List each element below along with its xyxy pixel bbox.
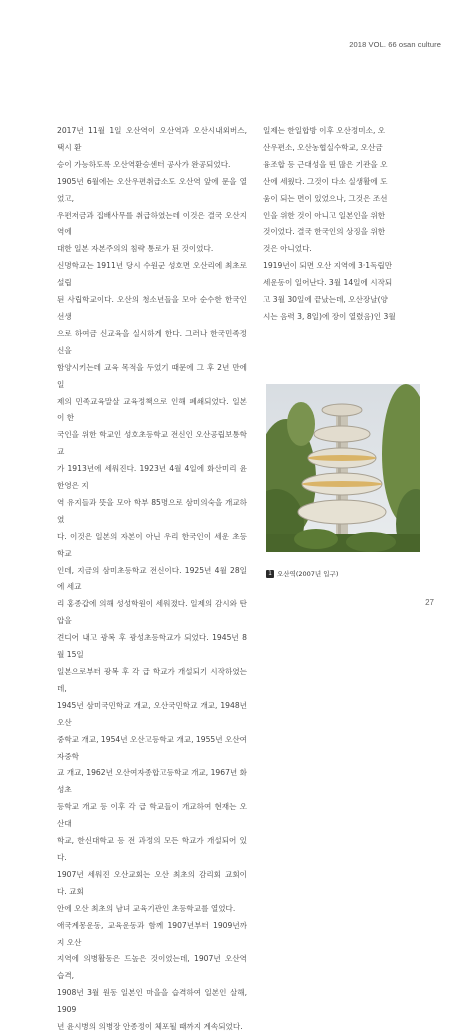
text-line: 교 개교, 1962년 오산여자종합고등학교 개교, 1967년 화성초 [57, 768, 247, 795]
text-line: 고 3월 30일에 끝났는데, 오산장날(양 [263, 295, 388, 305]
text-line: 인을 위한 것이 아니고 일본인을 위한 [263, 210, 386, 220]
caption-number-badge: 1 [266, 570, 274, 578]
left-text-column [57, 123, 247, 1036]
text-line: 융조합 등 근대성을 띤 많은 기관을 오 [263, 159, 388, 169]
caption-text: 오산역(2007년 입구) [277, 570, 339, 578]
text-line: 국인을 위한 학교인 성호초등학교 전신인 오산공립보통학교 [57, 430, 247, 457]
text-line: 안에 오산 최초의 남녀 교육기관인 초등학교를 열었다. [57, 903, 236, 913]
text-line: 대한 일본 자본주의의 침략 통로가 된 것이었다. [57, 244, 214, 254]
text-line: 리 홍종갑에 의해 성성학원이 세워졌다. 일제의 감시와 탄압을 [57, 599, 247, 626]
text-line: 움이 되는 면이 있었으나, 그것은 조선 [263, 193, 388, 203]
text-line: 산우편소, 오산농협실수학교, 오산금 [263, 142, 383, 152]
text-line: 학교, 한신대학교 등 전 과정의 모든 학교가 개설되어 있다. [57, 836, 247, 862]
text-line: 1907년 세워진 오산교회는 오산 최초의 감리회 교회이다. 교회 [57, 869, 247, 896]
text-line: 1919년이 되면 오산 지역에 3·1독립만 [263, 261, 393, 271]
text-line: 가 1913년에 세워진다. 1923년 4월 4일에 화산미리 윤한영은 지 [57, 464, 247, 491]
text-line: 일제는 한일합방 이후 오산정미소, 오 [263, 126, 386, 135]
text-line: 1905년 6월에는 오산우편취급소도 오산역 앞에 문을 열었고, [57, 176, 247, 203]
text-line: 다. 이것은 일본의 자본이 아닌 우리 한국인이 세운 초등학교 [57, 531, 247, 558]
text-line: 중학교 개교, 1954년 오산고등학교 개교, 1955년 오산여자중학 [57, 734, 247, 761]
text-line: 애국계몽운동, 교육운동과 함께 1907년부터 1909년까지 오산 [57, 920, 247, 947]
text-line: 으로 하여금 신교육을 실시하게 한다. 그러나 한국민족정신을 [57, 328, 247, 355]
text-line: 인데, 지금의 삼미초등학교 전신이다. 1925년 4월 28일에 세교 [57, 565, 247, 592]
text-line: 된 사립학교이다. 오산의 청소년들을 모아 순수한 한국인 선생 [57, 295, 247, 321]
text-line: 년 윤시병의 의병장 안종정이 체포될 때까지 계속되었다. [57, 1022, 243, 1032]
text-line: 1945년 삼미국민학교 개교, 오산국민학교 개교, 1948년 오산 [57, 700, 247, 727]
text-line: 일본으로부터 광복 후 각 급 학교가 개설되기 시작하였는데, [57, 667, 247, 693]
text-line: 제의 민족교육말살 교육정책으로 인해 폐쇄되었다. 일본이 한 [57, 396, 247, 423]
tower-illustration [266, 384, 420, 552]
text-line: 견디어 내고 광복 후 광성초등학교가 되었다. 1945년 8월 15일 [57, 633, 247, 660]
text-line: 세운동이 일어난다. 3월 14일에 시작되 [263, 278, 393, 288]
page-header: 2018 VOL. 66 osan culture [349, 40, 441, 49]
text-line: 것은 아니었다. [263, 244, 312, 254]
tower-photo [266, 384, 420, 552]
text-line: 것이었다. 결국 한국인의 상징을 위한 [263, 227, 386, 237]
text-line: 1908년 3월 원동 일본인 마을을 습격하여 일본인 살해, 1909 [57, 988, 247, 1015]
text-line: 시는 음력 3, 8일)에 장이 열렸음)인 3월 [263, 311, 396, 321]
text-line: 승이 가능하도록 오산역환승센터 공사가 완공되었다. [57, 159, 231, 169]
text-line: 우편저금과 집배사무를 취급하였는데 이것은 결국 오산지역에 [57, 210, 247, 237]
text-line: 역 유지들과 뜻을 모아 학부 85명으로 삼미의숙을 개교하였 [57, 497, 247, 524]
right-text-column [263, 123, 415, 326]
text-line: 2017년 11월 1일 오산역이 오산역과 오산시내외버스, 택시 환 [57, 126, 247, 152]
text-line: 함양시키는데 교육 목적을 두었기 때문에 그 후 2년 만에 일 [57, 362, 247, 389]
text-line: 신명학교는 1911년 당시 수원군 성호면 오산리에 최초로 설립 [57, 261, 247, 288]
text-line: 등학교 개교 등 이후 각 급 학교들이 개교하여 현재는 오산대 [57, 802, 247, 829]
text-line: 지역에 의병활동은 드높은 것이었는데, 1907년 오산역 습격, [57, 954, 247, 981]
page-number: 27 [425, 598, 434, 607]
text-line: 산에 세웠다. 그것이 다소 실생활에 도 [263, 176, 388, 186]
photo-caption [266, 569, 338, 578]
